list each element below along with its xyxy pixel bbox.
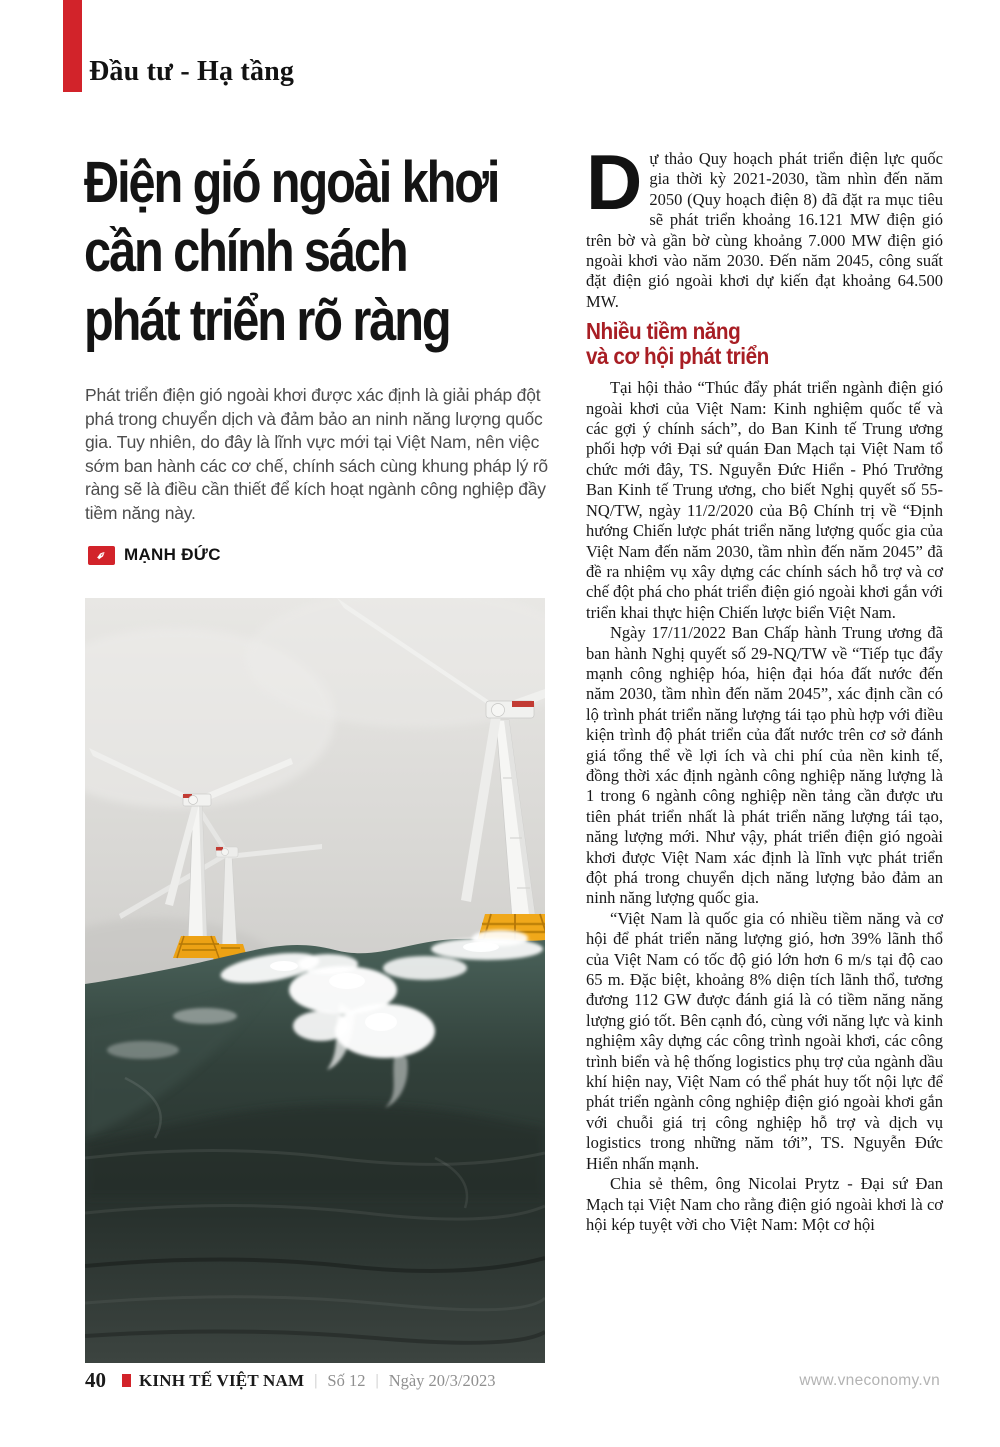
footer-red-square xyxy=(122,1374,131,1387)
page-number: 40 xyxy=(85,1368,106,1392)
drop-cap: D xyxy=(586,138,641,226)
article-photo-offshore-wind xyxy=(85,598,545,1363)
headline-line: phát triển rõ ràng xyxy=(84,288,450,353)
headline-line: cần chính sách xyxy=(84,219,407,284)
pen-icon: ✒ xyxy=(88,546,115,565)
paragraph: Dự thảo Quy hoạch phát triển điện lực quốc gia thời kỳ 2021-2030, tầm nhìn đến năm 2050 (Quy hoạch điện 8) đã đặt ra mục tiêu sẽ phát triển khoảng 16.121 MW điện gió trên bờ và gần bờ cùng khoảng 7.000 MW điện gió ngoài khơi vào năm 2030. Đến năm 2045, công suất đặt điện gió ngoài khơi dự kiến đạt khoảng 64.500 MW. xyxy=(586,138,943,311)
byline-author-name: MẠNH ĐỨC xyxy=(124,545,221,564)
issue-date: Ngày 20/3/2023 xyxy=(388,1370,496,1390)
subhead-line: và cơ hội phát triển xyxy=(586,343,769,370)
subhead-line: Nhiều tiềm năng xyxy=(586,318,741,345)
article-headline xyxy=(84,148,554,355)
footer-separator: | xyxy=(314,1371,318,1389)
section-subhead xyxy=(586,319,943,369)
byline xyxy=(88,545,221,565)
page-footer-left xyxy=(85,1368,495,1393)
headline-line: Điện gió ngoài khơi xyxy=(84,150,499,215)
article-body xyxy=(586,138,943,1235)
paragraph: “Việt Nam là quốc gia có nhiều tiềm năng và cơ hội để phát triển năng lượng gió, hơn 39% lãnh thổ của Việt Nam có tốc độ gió lớn hơn 6 m/s tại độ cao 65 m. Đặc biệt, khoảng 8% diện tích lãnh thổ, tương đương 112 GW được đánh giá là có tiềm năng năng lượng gió tốt. Bên cạnh đó, cùng với năng lực và kinh nghiệm xây dựng các công trình ngoài khơi, các công trình biển và hệ thống logistics phụ trợ của ngành dầu khí hiện nay, Việt Nam có thể phát huy tốt nội lực để phát triển ngành công nghiệp điện gió ngoài khơi gắn với chuỗi giá trị công nghiệp hỗ trợ và dịch vụ logistics trong những năm tới”, TS. Nguyễn Đức Hiển nhấn mạnh. xyxy=(586,908,943,1173)
website-url: www.vneconomy.vn xyxy=(799,1372,940,1389)
footer-separator: | xyxy=(375,1371,379,1389)
kicker-red-bar xyxy=(63,0,82,92)
magazine-name: KINH TẾ VIỆT NAM xyxy=(139,1370,305,1390)
offshore-wind-photo-illustration xyxy=(85,598,545,1363)
article-lede: Phát triển điện gió ngoài khơi được xác định là giải pháp đột phá trong chuyển dịch và đảm bảo an ninh năng lượng quốc gia. Tuy nhiên, do đây là lĩnh vực mới tại Việt Nam, nên việc sớm ban hành các cơ chế, chính sách cùng khung pháp lý rõ ràng sẽ là điều cần thiết để kích hoạt ngành công nghiệp đầy tiềm năng này. xyxy=(85,385,548,523)
paragraph: Ngày 17/11/2022 Ban Chấp hành Trung ương đã ban hành Nghị quyết số 29-NQ/TW về “Tiếp tục đẩy mạnh công nghiệp hóa, hiện đại hóa đất nước đến năm 2030, tầm nhìn đến năm 2045”, xác định cần có lộ trình phát triển năng lượng tái tạo phù hợp với điều kiện trình độ phát triển của đất nước trên cơ sở đánh giá tổng thể về lợi ích và chi phí của nền kinh tế, đồng thời xác định ngành công nghiệp năng lượng là 1 trong 6 ngành công nghiệp nền tảng cần được ưu tiên phát triển nhất là phát triển năng lượng tái tạo, năng lượng mới. Như vậy, phát triển điện gió ngoài khơi được Việt Nam xác định là lĩnh vực phát triển đột phá trong chuyển dịch năng lượng bảo đảm an ninh năng lượng quốc gia. xyxy=(586,623,943,908)
paragraph: Tại hội thảo “Thúc đẩy phát triển ngành điện gió ngoài khơi của Việt Nam: Kinh nghiệm quốc tế và các gợi ý chính sách”, do Ban Kinh tế Trung ương phối hợp với Đại sứ quán Đan Mạch tại Việt Nam tổ chức mới đây, TS. Nguyễn Đức Hiển - Phó Trưởng Ban Kinh tế Trung ương, cho biết Nghị quyết số 55-NQ/TW, ngày 11/2/2020 của Bộ Chính trị về “Định hướng Chiến lược phát triển năng lượng quốc gia của Việt Nam đến năm 2030, tầm nhìn đến năm 2045” đã đề ra nhiệm vụ xây dựng các chính sách hỗ trợ và cơ chế đột phá cho phát triển điện gió ngoài khơi gắn với triển khai thực hiện Chiến lược biển Việt Nam. xyxy=(586,378,943,622)
issue-number: Số 12 xyxy=(327,1370,366,1390)
paragraph: Chia sẻ thêm, ông Nicolai Prytz - Đại sứ Đan Mạch tại Việt Nam cho rằng điện gió ngoài khơi là cơ hội kép tuyệt vời cho Việt Nam: Một cơ hội xyxy=(586,1174,943,1234)
section-kicker: Đầu tư - Hạ tầng xyxy=(89,56,295,87)
